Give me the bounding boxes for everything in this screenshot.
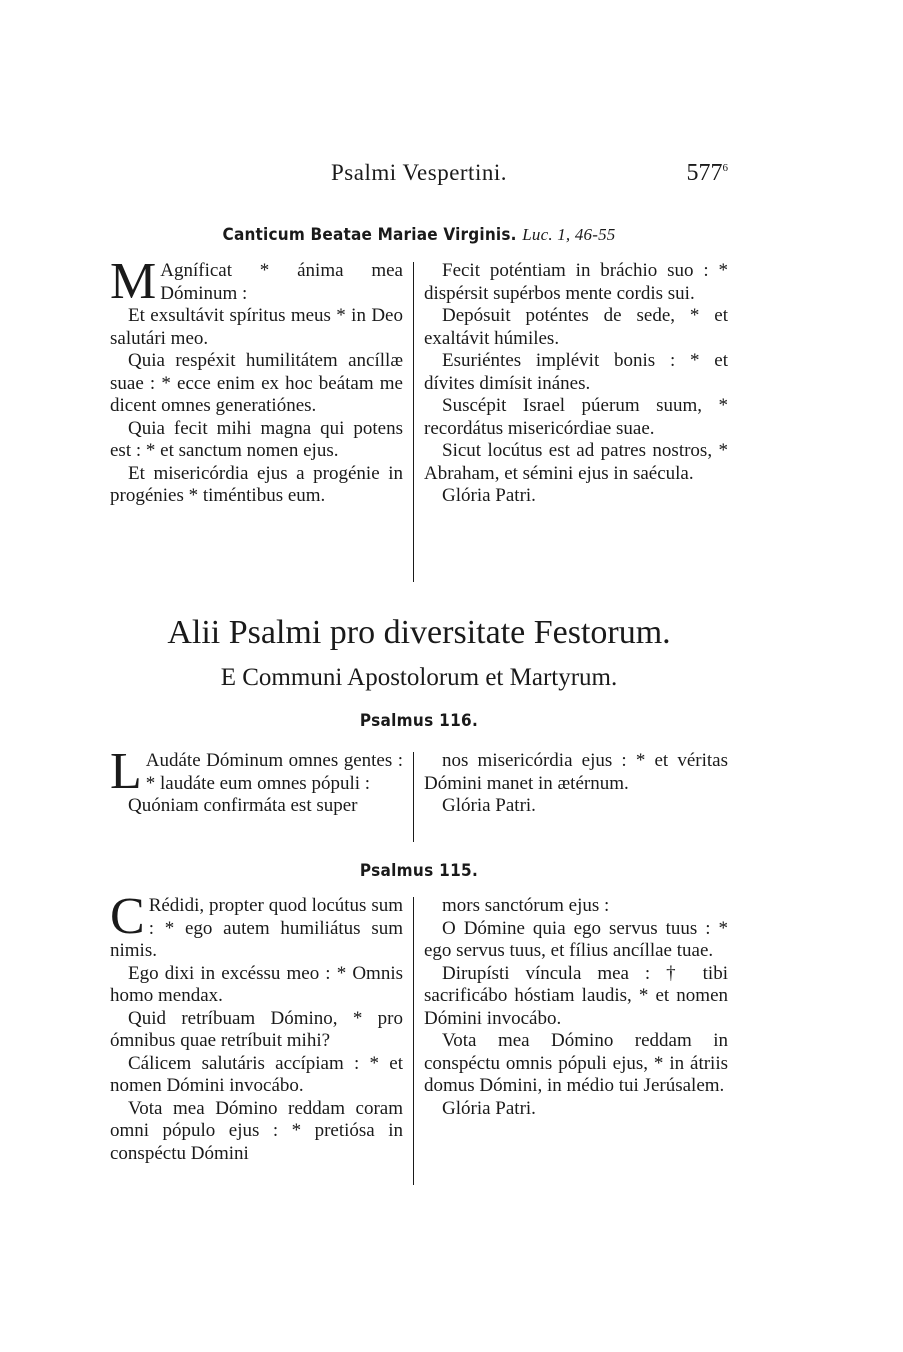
verse-text: Glória Patri. xyxy=(442,485,536,506)
verse-text: Rédidi, propter quod locútus sum : * ego autem humiliátus sum nimis. xyxy=(110,895,403,961)
verse-text: Et exsultávit spíritus meus * in Deo salutári meo. xyxy=(110,305,403,349)
psalm-115-right-column xyxy=(424,895,728,1120)
canticle-right-column xyxy=(424,260,728,508)
verse xyxy=(424,1098,728,1121)
verse xyxy=(424,395,728,440)
section-title: Alii Psalmi pro diversitate Festorum. xyxy=(167,614,671,651)
verse xyxy=(110,350,403,418)
page-number xyxy=(687,160,729,187)
verse-text: Agníficat * ánima mea Dóminum : xyxy=(160,260,403,304)
verse xyxy=(110,1053,403,1098)
column-divider xyxy=(413,262,414,582)
verse-text: Quia fecit mihi magna qui potens est : * et sanctum nomen ejus. xyxy=(110,417,403,461)
verse-text: Quóniam confirmáta est super xyxy=(128,795,358,816)
verse-text: Glória Patri. xyxy=(442,795,536,816)
drop-cap: M xyxy=(110,253,157,310)
verse xyxy=(424,1030,728,1098)
verse xyxy=(424,895,728,918)
verse-text: Quia respéxit humilitátem ancíllæ suae : * ecce enim ex hoc beátam me dicent omnes generatiónes. xyxy=(110,350,403,416)
verse xyxy=(424,485,728,508)
verse xyxy=(110,963,403,1008)
verse-text: Vota mea Dómino reddam coram omni pópulo ejus : * pretiósa in conspéctu Dómini xyxy=(110,1097,403,1164)
canticle-columns xyxy=(110,253,728,582)
drop-cap: C xyxy=(110,888,145,945)
canticle-reference: Luc. 1, 46-55 xyxy=(522,225,616,244)
psalm-116-columns xyxy=(110,743,728,842)
canticle-title: Canticum Beatae Mariae Virginis. xyxy=(222,225,517,245)
verse xyxy=(424,750,728,795)
psalm-115-columns xyxy=(110,888,728,1185)
verse xyxy=(110,888,403,963)
verse-text: Sicut locútus est ad patres nostros, * Abraham, et sémini ejus in saécula. xyxy=(424,440,728,484)
page-number-suffix: 6 xyxy=(722,162,728,174)
verse xyxy=(424,350,728,395)
verse-text: Glória Patri. xyxy=(442,1097,536,1119)
drop-cap: L xyxy=(110,743,142,800)
verse-text: Depósuit poténtes de sede, * et exaltávit húmiles. xyxy=(424,305,728,349)
column-divider xyxy=(413,897,414,1185)
canticle-left-column xyxy=(110,253,403,508)
verse xyxy=(424,963,728,1031)
psalm-116-right-column xyxy=(424,750,728,818)
running-title: Psalmi Vespertini. xyxy=(331,160,507,185)
page-number-value: 577 xyxy=(686,160,723,186)
verse-text: Et misericórdia ejus a progénie in progénies * timéntibus eum. xyxy=(110,462,403,506)
verse xyxy=(110,1098,403,1166)
verse-text: O Dómine quia ego servus tuus : * ego servus tuus, et fílius ancíllae tuae. xyxy=(424,917,728,961)
section-subtitle: E Communi Apostolorum et Martyrum. xyxy=(220,664,618,691)
verse xyxy=(110,463,403,508)
canticle-heading xyxy=(110,225,728,245)
verse xyxy=(110,305,403,350)
verse xyxy=(110,795,403,818)
verse-text: Fecit poténtiam in bráchio suo : * dispérsit supérbos mente cordis sui. xyxy=(424,260,728,304)
verse xyxy=(110,1008,403,1053)
verse xyxy=(424,305,728,350)
verse xyxy=(424,260,728,305)
verse xyxy=(424,795,728,818)
psalm-116-heading: Psalmus 116. xyxy=(359,711,479,731)
verse xyxy=(110,253,403,310)
verse xyxy=(424,918,728,963)
verse xyxy=(110,743,403,800)
verse-text: Suscépit Israel púerum suum, * recordátus misericórdiae suae. xyxy=(424,395,728,439)
verse-text: Quid retríbuam Dómino, * pro ómnibus quae retríbuit mihi? xyxy=(110,1007,403,1051)
verse-text: Dirupísti víncula mea : † tibi sacrificábo hóstiam laudis, * et nomen Dómini invocábo. xyxy=(424,962,728,1029)
column-divider xyxy=(413,752,414,842)
verse xyxy=(110,418,403,463)
psalm-115-heading: Psalmus 115. xyxy=(359,861,479,881)
running-head xyxy=(110,160,728,194)
verse-text: Audáte Dóminum omnes gentes : * laudáte eum omnes pópuli : xyxy=(145,750,403,794)
verse-text: nos misericórdia ejus : * et véritas Dómini manet in ætérnum. xyxy=(424,750,728,794)
verse-text: Cálicem salutáris accípiam : * et nomen Dómini invocábo. xyxy=(110,1052,403,1096)
verse-text: mors sanctórum ejus : xyxy=(442,895,610,916)
psalm-115-left-column xyxy=(110,888,403,1165)
verse-text: Ego dixi in excéssu meo : * Omnis homo mendax. xyxy=(110,962,403,1006)
verse-text: Vota mea Dómino reddam in conspéctu omnis pópuli ejus, * in átriis domus Dómini, in médio tui Jerúsalem. xyxy=(424,1030,728,1096)
verse xyxy=(424,440,728,485)
verse-text: Esuriéntes implévit bonis : * et dívites dimísit inánes. xyxy=(424,350,728,394)
psalm-116-left-column xyxy=(110,743,403,818)
